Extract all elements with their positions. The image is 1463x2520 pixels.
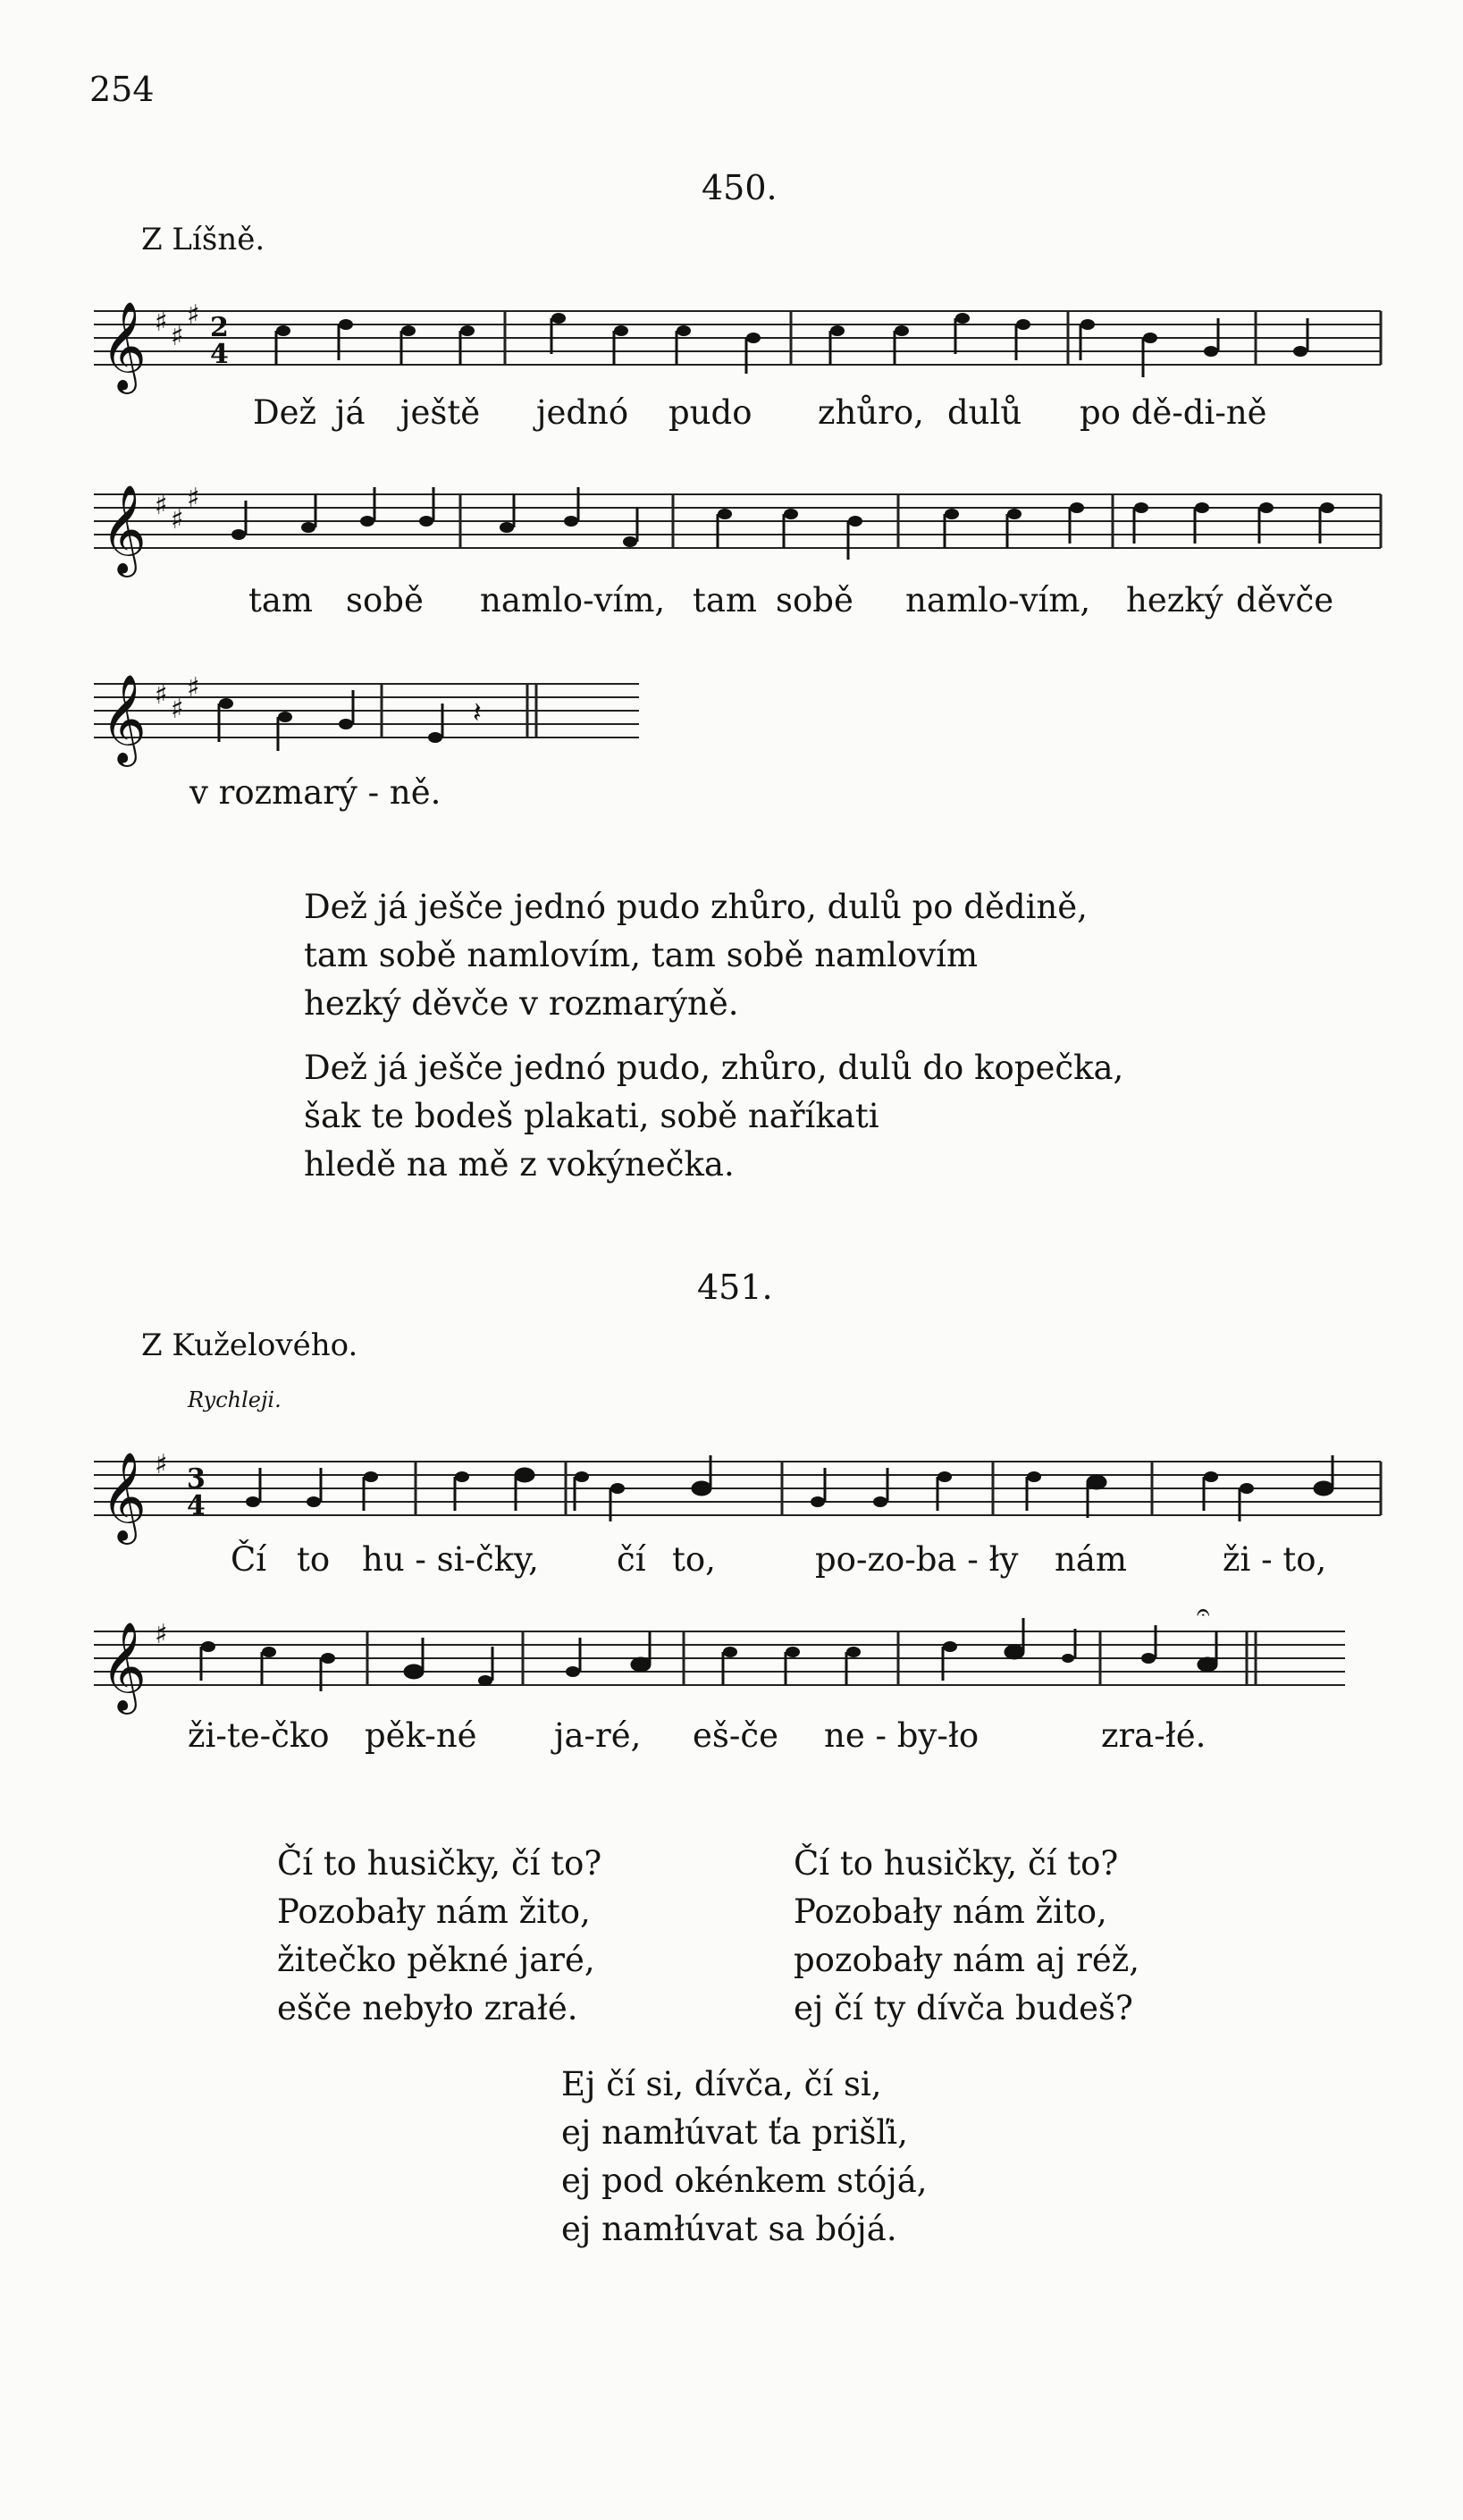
sharp-1: ♯ xyxy=(155,307,168,338)
staff-lines xyxy=(94,1631,1345,1685)
stanza-line: žitečko pěkné jaré, xyxy=(277,1941,595,1979)
treble-clef: 𝄞 xyxy=(101,301,147,391)
lyric-word: zra-łé. xyxy=(1101,1716,1207,1755)
treble-clef: 𝄞 xyxy=(101,1622,147,1711)
lyric-word: sobě xyxy=(346,581,424,619)
stanza-450-3 xyxy=(304,1044,1123,1189)
notes xyxy=(219,690,482,751)
lyric-word: namlo-vím, xyxy=(905,581,1091,619)
time-sig-top: 2 xyxy=(210,312,229,343)
lyric-word: pěk-né xyxy=(365,1716,477,1755)
stanza-line: ešče nebyło zrałé. xyxy=(277,1989,578,2027)
staff-lines xyxy=(94,1462,1381,1515)
page-number: 254 xyxy=(89,70,155,109)
lyric-word: ja-ré, xyxy=(554,1716,642,1755)
lyric-word: Čí xyxy=(231,1540,267,1579)
stanza-line: šak te bodeš plakati, sobě naříkati xyxy=(304,1097,879,1135)
lyric-word: jednó xyxy=(536,393,629,432)
rest: 𝄽 xyxy=(473,695,482,729)
sharp-3: ♯ xyxy=(187,299,200,331)
music-staff-450-row3 xyxy=(94,653,648,763)
lyric-word: tam xyxy=(248,581,314,619)
lyric-word: namlo-vím, xyxy=(480,581,666,619)
sharp-2: ♯ xyxy=(171,504,184,535)
stanza-line: tam sobě namlovím, tam sobě namlovím xyxy=(304,936,979,974)
stanza-451-center xyxy=(561,2061,928,2254)
sharp-2: ♯ xyxy=(171,321,184,352)
lyric-word: ne - by-ło xyxy=(824,1716,980,1755)
song-origin-450: Z Líšně. xyxy=(141,222,265,257)
treble-clef: 𝄞 xyxy=(101,1452,147,1541)
lyric-word: po-zo-ba - ły xyxy=(815,1540,1019,1579)
treble-clef: 𝄞 xyxy=(101,674,147,763)
lyric-word: ještě xyxy=(400,393,481,432)
stanza-451-left xyxy=(277,1840,601,2033)
stanza-line: Dež já ješče jednó pudo, zhůro, dulů do kopečka, xyxy=(304,1049,1124,1087)
sharp-1: ♯ xyxy=(155,1449,168,1480)
lyric-word: sobě xyxy=(776,581,853,619)
music-staff-450-row1 xyxy=(94,284,1390,391)
music-staff-451-row1 xyxy=(94,1421,1390,1541)
song-number-451: 451. xyxy=(697,1268,773,1307)
lyric-word: ži-te-čko xyxy=(188,1716,330,1755)
sharp-2: ♯ xyxy=(171,694,184,725)
lyric-word: já xyxy=(335,393,366,432)
song-origin-451: Z Kuželového. xyxy=(141,1327,358,1363)
stanza-line: Čí to husičky, čí to? xyxy=(277,1844,602,1883)
lyric-word: hu - si-čky, xyxy=(362,1540,539,1579)
music-staff-450-row2 xyxy=(94,463,1390,574)
lyric-word: pudo xyxy=(668,393,753,432)
lyric-word: v rozmarý - ně. xyxy=(189,773,441,812)
sharp-1: ♯ xyxy=(155,490,168,521)
music-staff-451-row2 xyxy=(94,1591,1390,1711)
lyric-word: to xyxy=(297,1540,331,1579)
sharp-1: ♯ xyxy=(155,1619,168,1650)
lyric-word: Dež xyxy=(253,393,317,432)
sharp-3: ♯ xyxy=(187,483,200,514)
stanza-line: ej pod okénkem stójá, xyxy=(561,2162,928,2200)
stanza-451-right xyxy=(794,1840,1139,2033)
lyric-word: eš-če xyxy=(693,1716,779,1755)
stanza-line: pozobały nám aj réž, xyxy=(794,1941,1140,1979)
stanza-line: ej namłúvat sa bójá. xyxy=(561,2210,897,2248)
sharp-1: ♯ xyxy=(155,679,168,711)
tempo-marking: Rychleji. xyxy=(188,1387,282,1412)
stanza-line: hezký děvče v rozmarýně. xyxy=(304,984,739,1023)
treble-clef: 𝄞 xyxy=(101,485,147,574)
sharp-3: ♯ xyxy=(187,672,200,704)
lyric-word: zhůro, xyxy=(818,393,924,432)
stanza-line: Čí to husičky, čí to? xyxy=(794,1844,1119,1883)
lyric-word: tam xyxy=(693,581,758,619)
stanza-line: ej čí ty dívča budeš? xyxy=(794,1989,1133,2027)
fermata: 𝄐 xyxy=(1197,1599,1210,1626)
stanza-line: Dež já ješče jednó pudo zhůro, dulů po dědině, xyxy=(304,888,1088,926)
stanza-line: hledě na mě z vokýnečka. xyxy=(304,1145,735,1184)
lyric-word: po dě-di-ně xyxy=(1080,393,1267,432)
stanza-line: Pozobały nám žito, xyxy=(794,1892,1107,1931)
time-sig-bottom: 4 xyxy=(210,339,229,370)
lyric-word: dulů xyxy=(947,393,1022,432)
lyric-word: ži - to, xyxy=(1223,1540,1327,1579)
lyric-word: to, xyxy=(672,1540,716,1579)
lyric-word: nám xyxy=(1055,1540,1127,1579)
stanza-450-2 xyxy=(304,883,1088,1028)
lyric-word: hezký xyxy=(1126,581,1223,619)
stanza-line: Ej čí si, dívča, čí si, xyxy=(561,2065,882,2103)
stanza-line: Pozobały nám žito, xyxy=(277,1892,591,1931)
time-sig-bottom: 4 xyxy=(187,1490,206,1521)
time-sig-top: 3 xyxy=(187,1463,206,1495)
lyric-word: čí xyxy=(617,1540,646,1579)
stanza-line: ej namłúvat ťa prišľi, xyxy=(561,2113,908,2152)
song-number-450: 450. xyxy=(702,168,778,207)
staff-lines xyxy=(94,494,1381,548)
lyric-word: děvče xyxy=(1236,581,1334,619)
staff-lines xyxy=(94,311,1381,365)
